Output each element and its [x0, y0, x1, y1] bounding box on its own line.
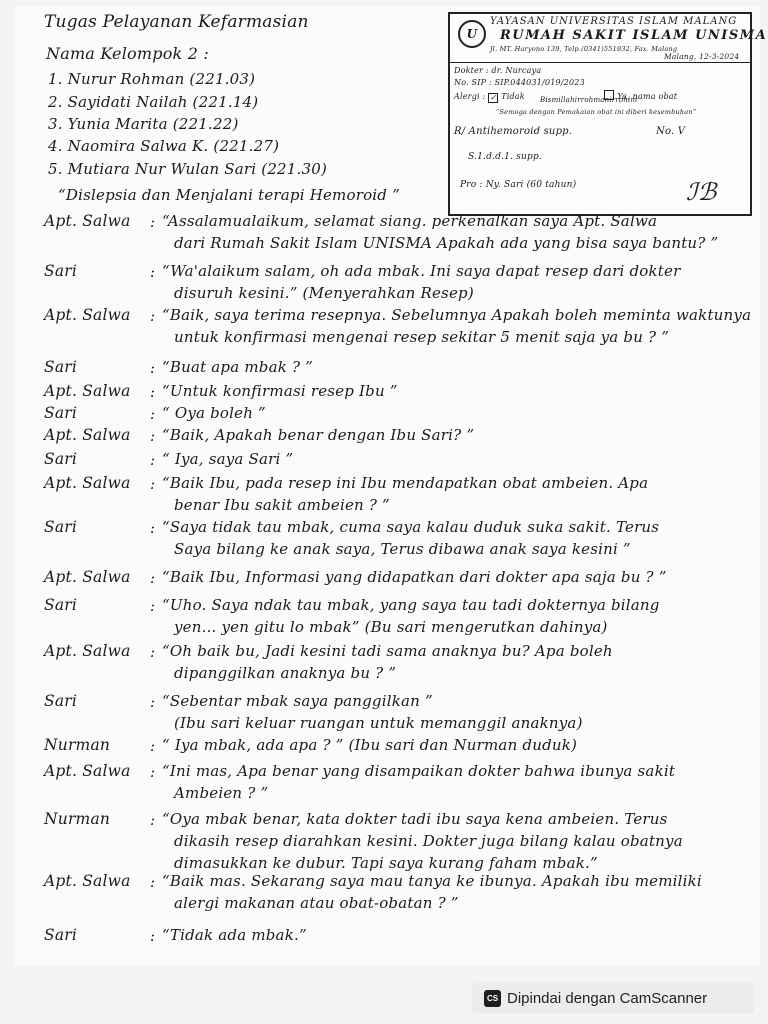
speaker-name: Apt. Salwa [44, 382, 131, 400]
dialogue-line: Saya bilang ke anak saya, Terus dibawa anak saya kesini ” [174, 540, 631, 558]
dialogue-line: dikasih resep diarahkan kesini. Dokter juga bilang kalau obatnya [174, 832, 683, 850]
camscanner-label: Dipindai dengan CamScanner [507, 989, 708, 1007]
speaker-name: Sari [44, 358, 78, 376]
bismillah-text: Bismillahirrohmanirrohim [540, 96, 638, 104]
colon-separator: : [150, 359, 156, 377]
recipe-quantity: No. V [656, 126, 686, 137]
speaker-name: Sari [44, 692, 78, 710]
colon-separator: : [150, 427, 156, 445]
doctor-signature: ℐℬ [686, 178, 717, 206]
speaker-name: Nurman [44, 810, 111, 828]
dialogue-line: “Sebentar mbak saya panggilkan ” [162, 692, 433, 710]
dialogue-line: alergi makanan atau obat-obatan ? ” [174, 894, 459, 912]
speaker-name: Sari [44, 596, 78, 614]
colon-separator: : [150, 383, 156, 401]
dialogue-line: “Ini mas, Apa benar yang disampaikan dokter bahwa ibunya sakit [162, 762, 676, 780]
member-item: 4. Naomira Salwa K. (221.27) [48, 137, 280, 155]
colon-separator: : [150, 873, 156, 891]
speaker-name: Sari [44, 450, 78, 468]
foundation-name: YAYASAN UNIVERSITAS ISLAM MALANG [490, 16, 738, 27]
dialogue-line: “Baik Ibu, Informasi yang didapatkan dari dokter apa saja bu ? ” [162, 568, 667, 586]
colon-separator: : [150, 811, 156, 829]
speaker-name: Apt. Salwa [44, 568, 131, 586]
colon-separator: : [150, 451, 156, 469]
hospital-address: Jl. MT. Haryono 139, Telp.(0341)551932, Fax. Malang [490, 45, 678, 53]
dialogue-line: “Untuk konfirmasi resep Ibu ” [162, 382, 398, 400]
dialogue-line: “ Iya mbak, ada apa ? ” (Ibu sari dan Nurman duduk) [162, 736, 578, 754]
dialogue-line: “Baik Ibu, pada resep ini Ibu mendapatkan obat ambeien. Apa [162, 474, 649, 492]
colon-separator: : [150, 405, 156, 423]
checkbox-checked-icon: ✓ [489, 93, 497, 102]
sip-number: No. SIP : SIP.044031/019/2023 [454, 78, 585, 87]
assignment-title: Tugas Pelayanan Kefarmasian [44, 12, 309, 32]
dialogue-line: “Saya tidak tau mbak, cuma saya kalau duduk suka sakit. Terus [162, 518, 660, 536]
dialogue-line: dari Rumah Sakit Islam UNISMA Apakah ada yang bisa saya bantu? ” [174, 234, 719, 252]
colon-separator: : [150, 263, 156, 281]
colon-separator: : [150, 737, 156, 755]
dialogue-line: “ Iya, saya Sari ” [162, 450, 294, 468]
prayer-text: “Semoga dengan Pemakaian obat ini diberi kesembuhan” [496, 108, 697, 116]
speaker-name: Sari [44, 518, 78, 536]
speaker-name: Apt. Salwa [44, 306, 131, 324]
allergy-no-label: Tidak [501, 92, 525, 101]
speaker-name: Sari [44, 404, 78, 422]
camscanner-badge [472, 983, 754, 1013]
topic-title: “Dislepsia dan Menjalani terapi Hemoroid ” [58, 186, 400, 204]
doctor-name: Dokter : dr. Nurcaya [454, 66, 542, 75]
colon-separator: : [150, 475, 156, 493]
recipe-line: R/ Antihemoroid supp. [454, 126, 573, 137]
hospital-name: RUMAH SAKIT ISLAM UNISMA [500, 28, 768, 43]
dialogue-line: Ambeien ? ” [174, 784, 269, 802]
dialogue-line: disuruh kesini.” (Menyerahkan Resep) [174, 284, 474, 302]
speaker-name: Apt. Salwa [44, 872, 131, 890]
colon-separator: : [150, 927, 156, 945]
hospital-logo-icon: U [458, 20, 486, 48]
signa-line: S.1.d.d.1. supp. [468, 152, 542, 162]
speaker-name: Apt. Salwa [44, 474, 131, 492]
dialogue-line: “Baik, saya terima resepnya. Sebelumnya Apakah boleh meminta waktunya [162, 306, 752, 324]
prescription-date: Malang, 12-3-2024 [664, 52, 740, 61]
speaker-name: Apt. Salwa [44, 642, 131, 660]
dialogue-line: “Baik mas. Sekarang saya mau tanya ke ibunya. Apakah ibu memiliki [162, 872, 702, 890]
dialogue-line: yen... yen gitu lo mbak” (Bu sari mengerutkan dahinya) [174, 618, 608, 636]
prescription-box [448, 12, 768, 216]
member-item: 3. Yunia Marita (221.22) [48, 115, 239, 133]
dialogue-line: benar Ibu sakit ambeien ? ” [174, 496, 390, 514]
speaker-name: Sari [44, 262, 78, 280]
dialogue-line: “Oh baik bu, Jadi kesini tadi sama anaknya bu? Apa boleh [162, 642, 613, 660]
dialogue-line: “Tidak ada mbak.” [162, 926, 307, 944]
speaker-name: Apt. Salwa [44, 426, 131, 444]
dialogue-line: untuk konfirmasi mengenai resep sekitar 5 menit saja ya bu ? ” [174, 328, 670, 346]
dialogue-line: “Baik, Apakah benar dengan Ibu Sari? ” [162, 426, 475, 444]
colon-separator: : [150, 519, 156, 537]
allergy-label: Alergi : [454, 92, 486, 101]
dialogue-line: “Buat apa mbak ? ” [162, 358, 314, 376]
dialogue-line: “Wa'alaikum salam, oh ada mbak. Ini saya dapat resep dari dokter [162, 262, 681, 280]
speaker-name: Apt. Salwa [44, 762, 131, 780]
allergy-yes-label: Ya, nama obat [617, 92, 678, 101]
dialogue-line: dipanggilkan anaknya bu ? ” [174, 664, 397, 682]
divider [450, 62, 750, 63]
camscanner-icon: CS [484, 990, 501, 1007]
member-item: 1. Nurur Rohman (221.03) [48, 70, 256, 88]
dialogue-line: “Oya mbak benar, kata dokter tadi ibu saya kena ambeien. Terus [162, 810, 668, 828]
dialogue-line: (Ibu sari keluar ruangan untuk memanggil anaknya) [174, 714, 583, 732]
colon-separator: : [150, 569, 156, 587]
speaker-name: Apt. Salwa [44, 212, 131, 230]
speaker-name: Sari [44, 926, 78, 944]
colon-separator: : [150, 763, 156, 781]
dialogue-line: “Assalamualaikum, selamat siang. perkenalkan saya Apt. Salwa [162, 212, 658, 230]
dialogue-line: dimasukkan ke dubur. Tapi saya kurang faham mbak.” [174, 854, 598, 872]
group-label: Nama Kelompok 2 : [46, 44, 209, 63]
dialogue-line: “Uho. Saya ndak tau mbak, yang saya tau tadi dokternya bilang [162, 596, 660, 614]
colon-separator: : [150, 213, 156, 231]
patient-line: Pro : Ny. Sari (60 tahun) [460, 180, 577, 190]
dialogue-line: “ Oya boleh ” [162, 404, 266, 422]
member-item: 5. Mutiara Nur Wulan Sari (221.30) [48, 160, 328, 178]
colon-separator: : [150, 643, 156, 661]
member-item: 2. Sayidati Nailah (221.14) [48, 93, 259, 111]
colon-separator: : [150, 597, 156, 615]
colon-separator: : [150, 693, 156, 711]
colon-separator: : [150, 307, 156, 325]
speaker-name: Nurman [44, 736, 111, 754]
